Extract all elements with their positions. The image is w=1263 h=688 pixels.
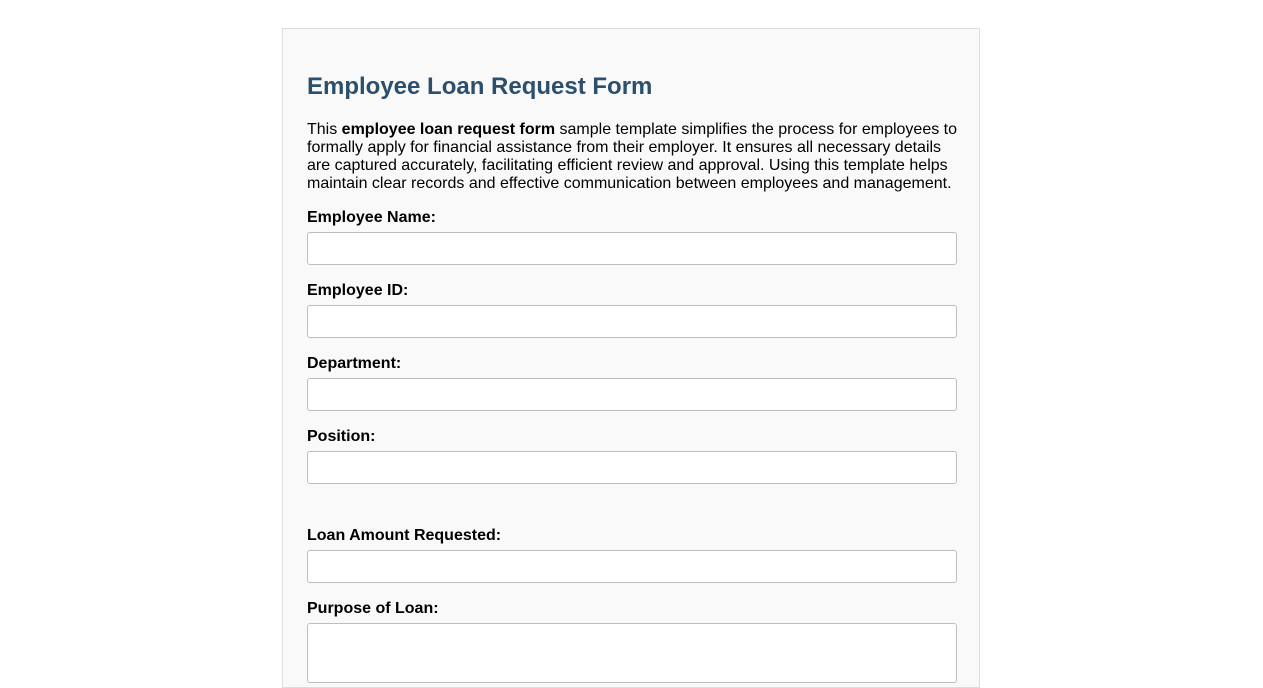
loan-purpose-label: Purpose of Loan:	[307, 600, 439, 617]
intro-emphasis: employee loan request form	[341, 121, 556, 138]
department-input[interactable]	[307, 378, 957, 411]
position-label: Position:	[307, 428, 376, 445]
intro-prefix: This	[307, 121, 342, 138]
intro-rest: sample template simplifies the process for employees to formally apply for financial assistance from their employer. It ensures all necessary details are captured accurately, facilitating efficient review and approval. Using this template helps maintain clear records and effective communication between employees and management.	[307, 121, 958, 192]
position-input[interactable]	[307, 451, 957, 484]
loan-purpose-textarea[interactable]	[307, 623, 957, 683]
employee-id-label: Employee ID:	[307, 282, 409, 299]
form-description	[307, 121, 959, 193]
employee-id-input[interactable]	[307, 305, 957, 338]
employee-name-label: Employee Name:	[307, 209, 436, 226]
loan-request-form	[282, 28, 980, 688]
form-title: Employee Loan Request Form	[307, 73, 653, 100]
loan-amount-input[interactable]	[307, 550, 957, 583]
department-label: Department:	[307, 355, 402, 372]
employee-name-input[interactable]	[307, 232, 957, 265]
loan-amount-label: Loan Amount Requested:	[307, 527, 502, 544]
